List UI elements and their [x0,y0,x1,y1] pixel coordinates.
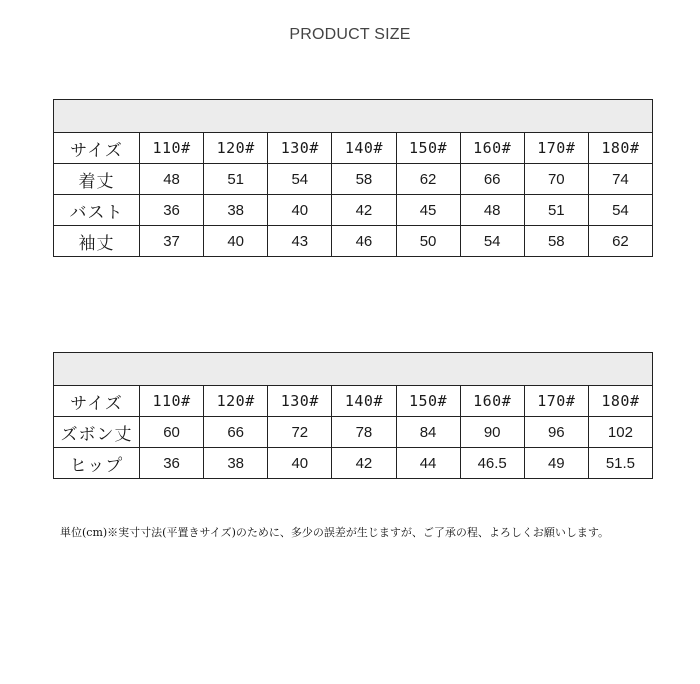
table-cell: 51.5 [588,448,652,479]
table-cell: 84 [396,417,460,448]
table-cell: 38 [204,195,268,226]
row-label: バスト [54,195,140,226]
table-cell: 36 [140,448,204,479]
table-cell: 102 [588,417,652,448]
size-cell: 110# [140,386,204,417]
table-header-band [54,100,653,133]
size-cell: 180# [588,386,652,417]
table-row [54,417,653,448]
table-cell: 37 [140,226,204,257]
table-cell: 51 [524,195,588,226]
table-cell: 44 [396,448,460,479]
table-cell: 54 [588,195,652,226]
table-row [54,164,653,195]
table-cell: 72 [268,417,332,448]
table-cell: 42 [332,195,396,226]
size-cell: 140# [332,386,396,417]
table-cell: 96 [524,417,588,448]
size-cell: 170# [524,133,588,164]
table-cell: 54 [268,164,332,195]
top-size-table [53,99,653,257]
size-row [54,386,653,417]
table-row [54,226,653,257]
table-cell: 36 [140,195,204,226]
table-cell: 58 [524,226,588,257]
size-cell: 170# [524,386,588,417]
table-cell: 58 [332,164,396,195]
measurement-note: 単位(cm)※実寸寸法(平置きサイズ)のために、多少の誤差が生じますが、ご了承の程、よろしくお願いします。 [60,526,609,539]
size-row [54,133,653,164]
table-cell: 66 [460,164,524,195]
table-cell: 51 [204,164,268,195]
table-cell: 43 [268,226,332,257]
size-cell: 130# [268,133,332,164]
table-header-band [54,353,653,386]
table-row [54,448,653,479]
header-band-cell [54,353,653,386]
size-cell: 160# [460,386,524,417]
size-cell: 130# [268,386,332,417]
table-cell: 50 [396,226,460,257]
size-cell: 150# [396,133,460,164]
bottom-size-table [53,352,653,479]
table-cell: 78 [332,417,396,448]
table-cell: 45 [396,195,460,226]
size-cell: 140# [332,133,396,164]
size-cell: 120# [204,133,268,164]
table-cell: 70 [524,164,588,195]
size-cell: 160# [460,133,524,164]
size-cell: 180# [588,133,652,164]
header-band-cell [54,100,653,133]
table-cell: 46 [332,226,396,257]
table-cell: 40 [204,226,268,257]
size-cell: 110# [140,133,204,164]
table-cell: 40 [268,448,332,479]
table-cell: 40 [268,195,332,226]
table-cell: 90 [460,417,524,448]
row-label: 袖丈 [54,226,140,257]
size-cell: 120# [204,386,268,417]
row-label: ズボン丈 [54,417,140,448]
table-cell: 42 [332,448,396,479]
table-cell: 62 [396,164,460,195]
table-cell: 74 [588,164,652,195]
table-cell: 60 [140,417,204,448]
row-label: ヒップ [54,448,140,479]
row-label: サイズ [54,133,140,164]
table-row [54,195,653,226]
row-label: サイズ [54,386,140,417]
table-cell: 62 [588,226,652,257]
table-cell: 66 [204,417,268,448]
table-cell: 48 [460,195,524,226]
size-cell: 150# [396,386,460,417]
table-cell: 49 [524,448,588,479]
table-cell: 46.5 [460,448,524,479]
table-cell: 38 [204,448,268,479]
table-cell: 54 [460,226,524,257]
row-label: 着丈 [54,164,140,195]
page-title: PRODUCT SIZE [289,26,411,43]
table-cell: 48 [140,164,204,195]
